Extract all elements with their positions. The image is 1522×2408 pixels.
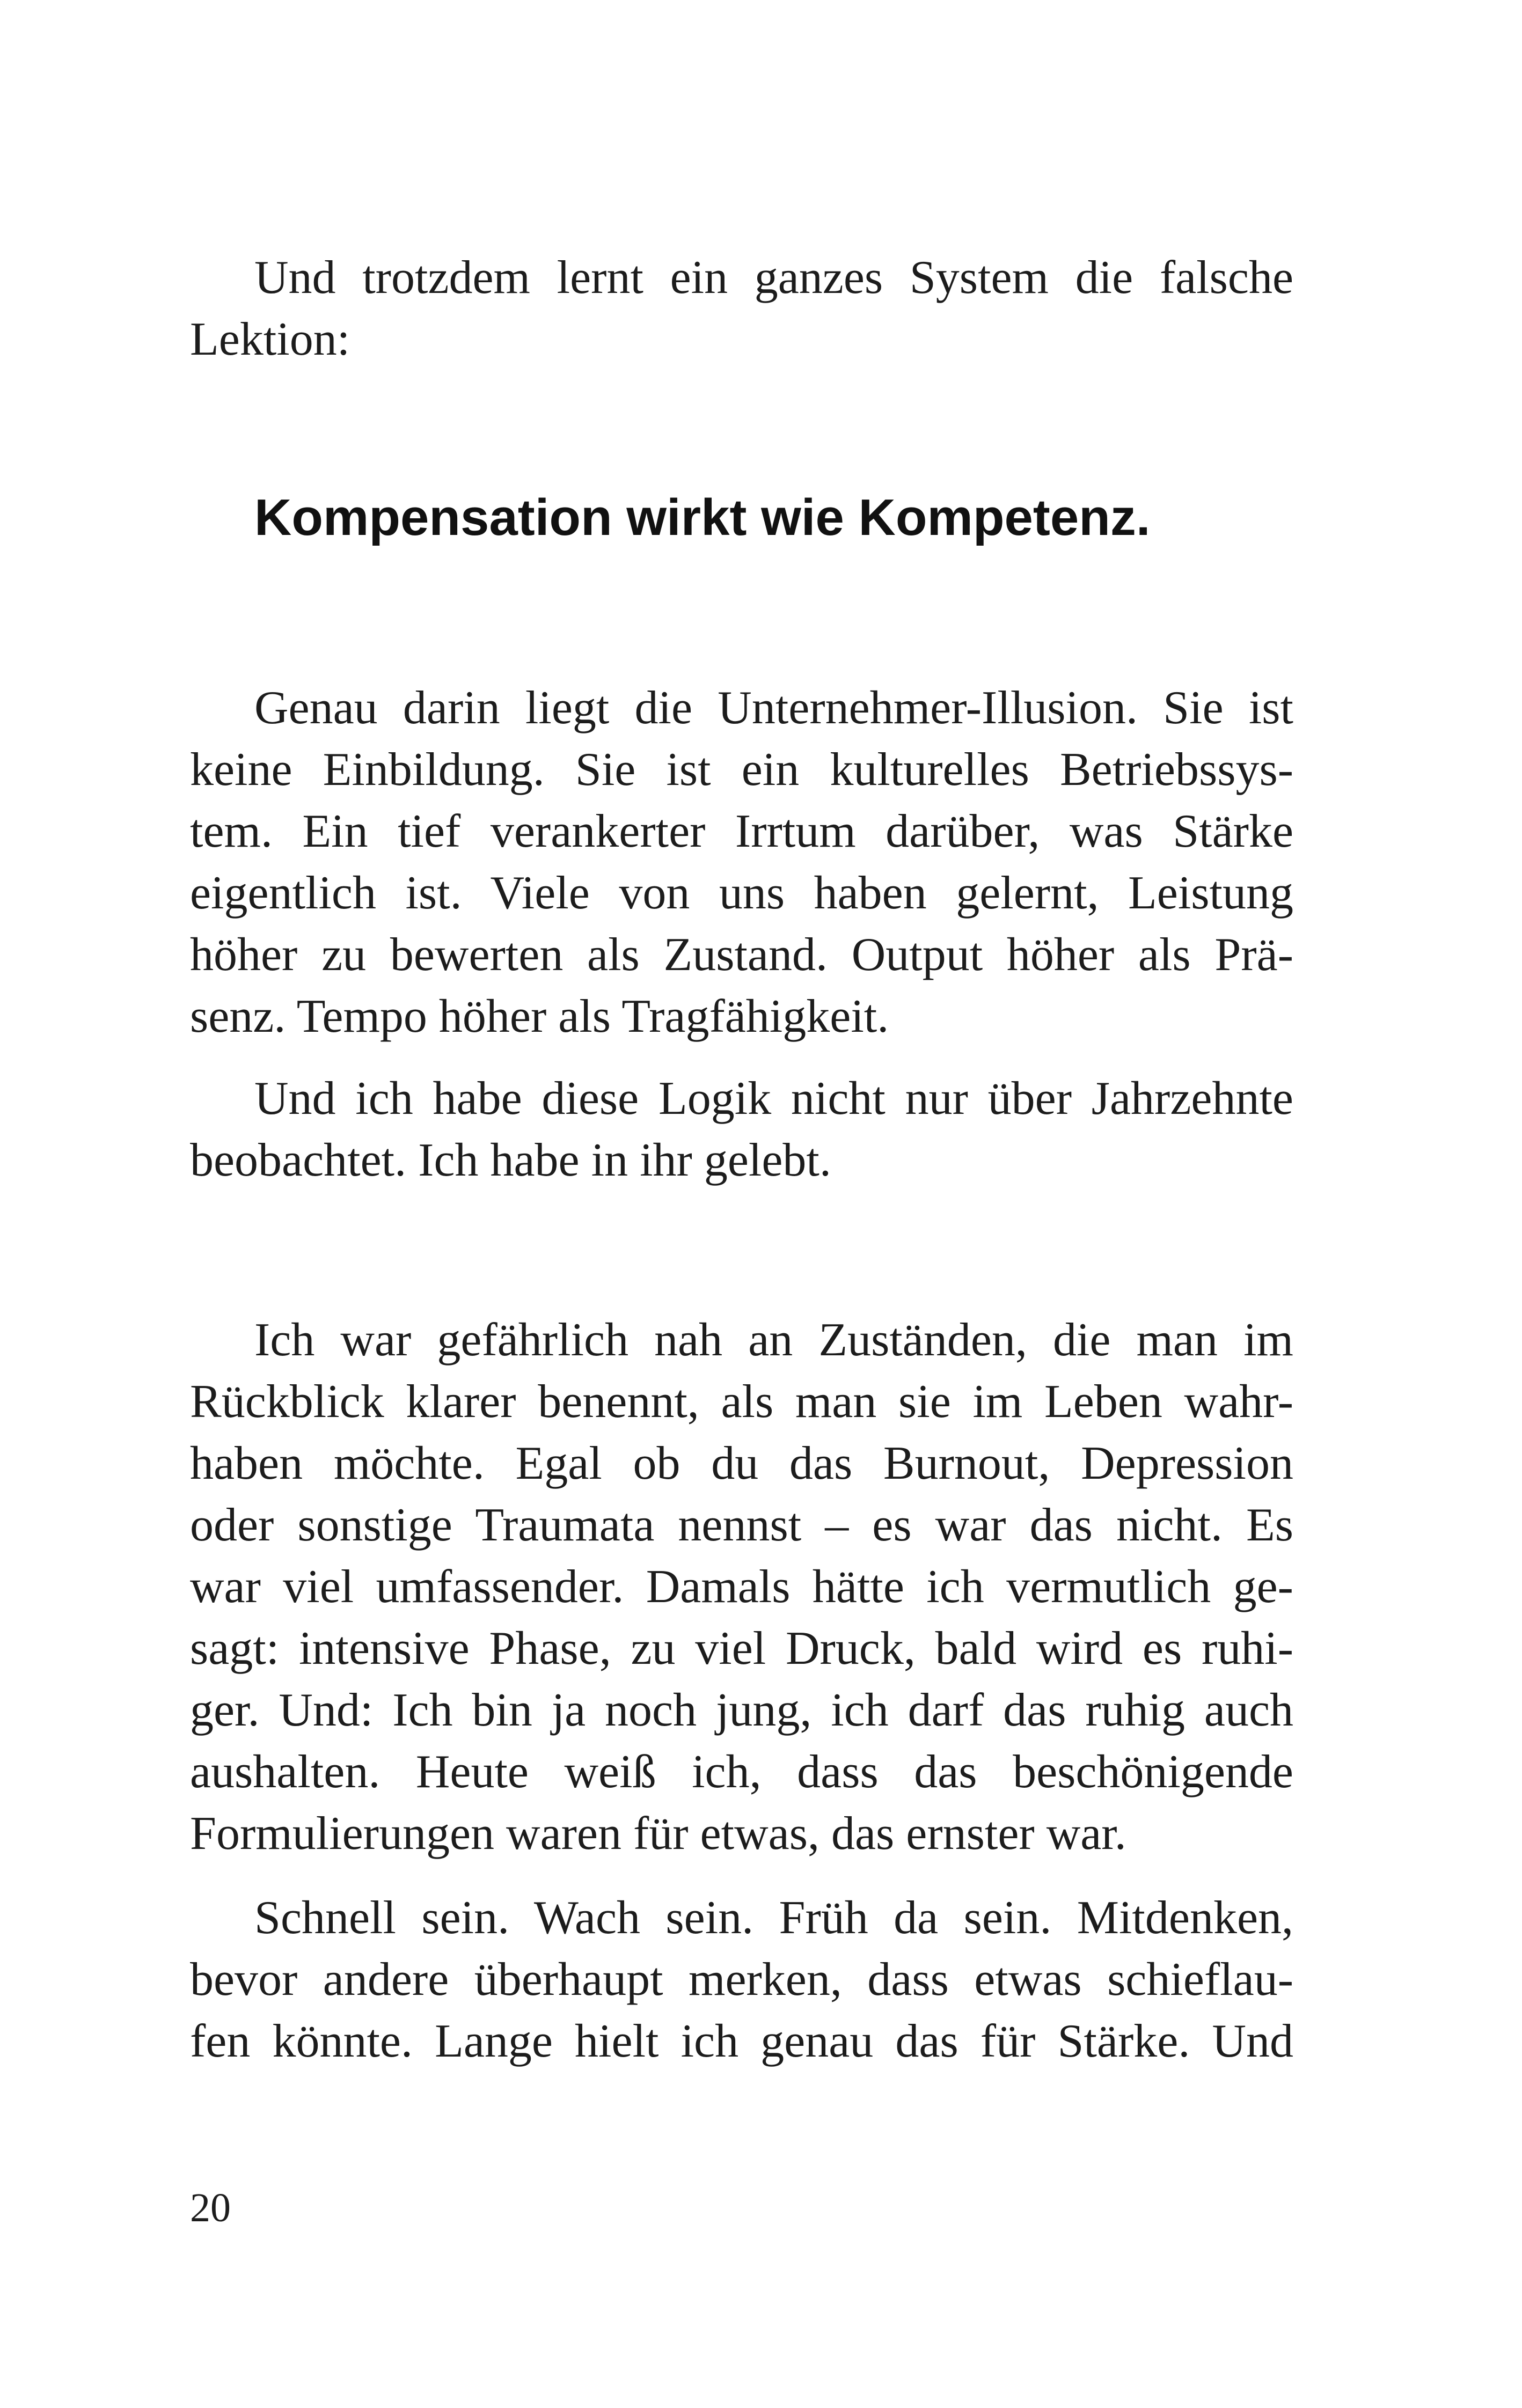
paragraph-line: ger. Und: Ich bin ja noch jung, ich darf das ruhig auch (190, 1684, 1293, 1736)
paragraph-line: Lektion: (190, 313, 350, 365)
paragraph-line: eigentlich ist. Viele von uns haben gelernt, Leistung (190, 867, 1293, 919)
paragraph-line: fen könnte. Lange hielt ich genau das für Stärke. Und (190, 2015, 1293, 2067)
paragraph-line: Rückblick klarer benennt, als man sie im Leben wahr- (190, 1376, 1293, 1428)
paragraph-line: Ich war gefährlich nah an Zuständen, die man im (254, 1314, 1293, 1366)
paragraph-line: Formulierungen waren für etwas, das ernster war. (190, 1808, 1126, 1860)
paragraph-line: sagt: intensive Phase, zu viel Druck, bald wird es ruhi- (190, 1623, 1293, 1675)
paragraph-line: Genau darin liegt die Unternehmer-Illusion. Sie ist (254, 682, 1293, 734)
paragraph-line: Schnell sein. Wach sein. Früh da sein. Mitdenken, (254, 1892, 1293, 1944)
paragraph-line: Und trotzdem lernt ein ganzes System die falsche (254, 252, 1293, 304)
paragraph-line: war viel umfassender. Damals hätte ich vermutlich ge- (190, 1561, 1293, 1613)
paragraph-line: bevor andere überhaupt merken, dass etwas schieflau- (190, 1954, 1293, 2006)
paragraph-line: beobachtet. Ich habe in ihr gelebt. (190, 1134, 831, 1186)
paragraph-line: haben möchte. Egal ob du das Burnout, Depression (190, 1437, 1293, 1489)
paragraph-line: tem. Ein tief verankerter Irrtum darüber, was Stärke (190, 805, 1293, 857)
paragraph-line: höher zu bewerten als Zustand. Output höher als Prä- (190, 929, 1293, 981)
paragraph-line: oder sonstige Traumata nennst – es war das nicht. Es (190, 1499, 1293, 1551)
section-heading: Kompensation wirkt wie Kompetenz. (254, 489, 1151, 546)
paragraph-line: senz. Tempo höher als Tragfähigkeit. (190, 990, 889, 1043)
paragraph-line: Und ich habe diese Logik nicht nur über Jahrzehnte (254, 1073, 1293, 1125)
page-number: 20 (190, 2185, 231, 2230)
paragraph-line: aushalten. Heute weiß ich, dass das beschönigende (190, 1746, 1293, 1798)
paragraph-line: keine Einbildung. Sie ist ein kulturelles Betriebssys- (190, 744, 1293, 796)
